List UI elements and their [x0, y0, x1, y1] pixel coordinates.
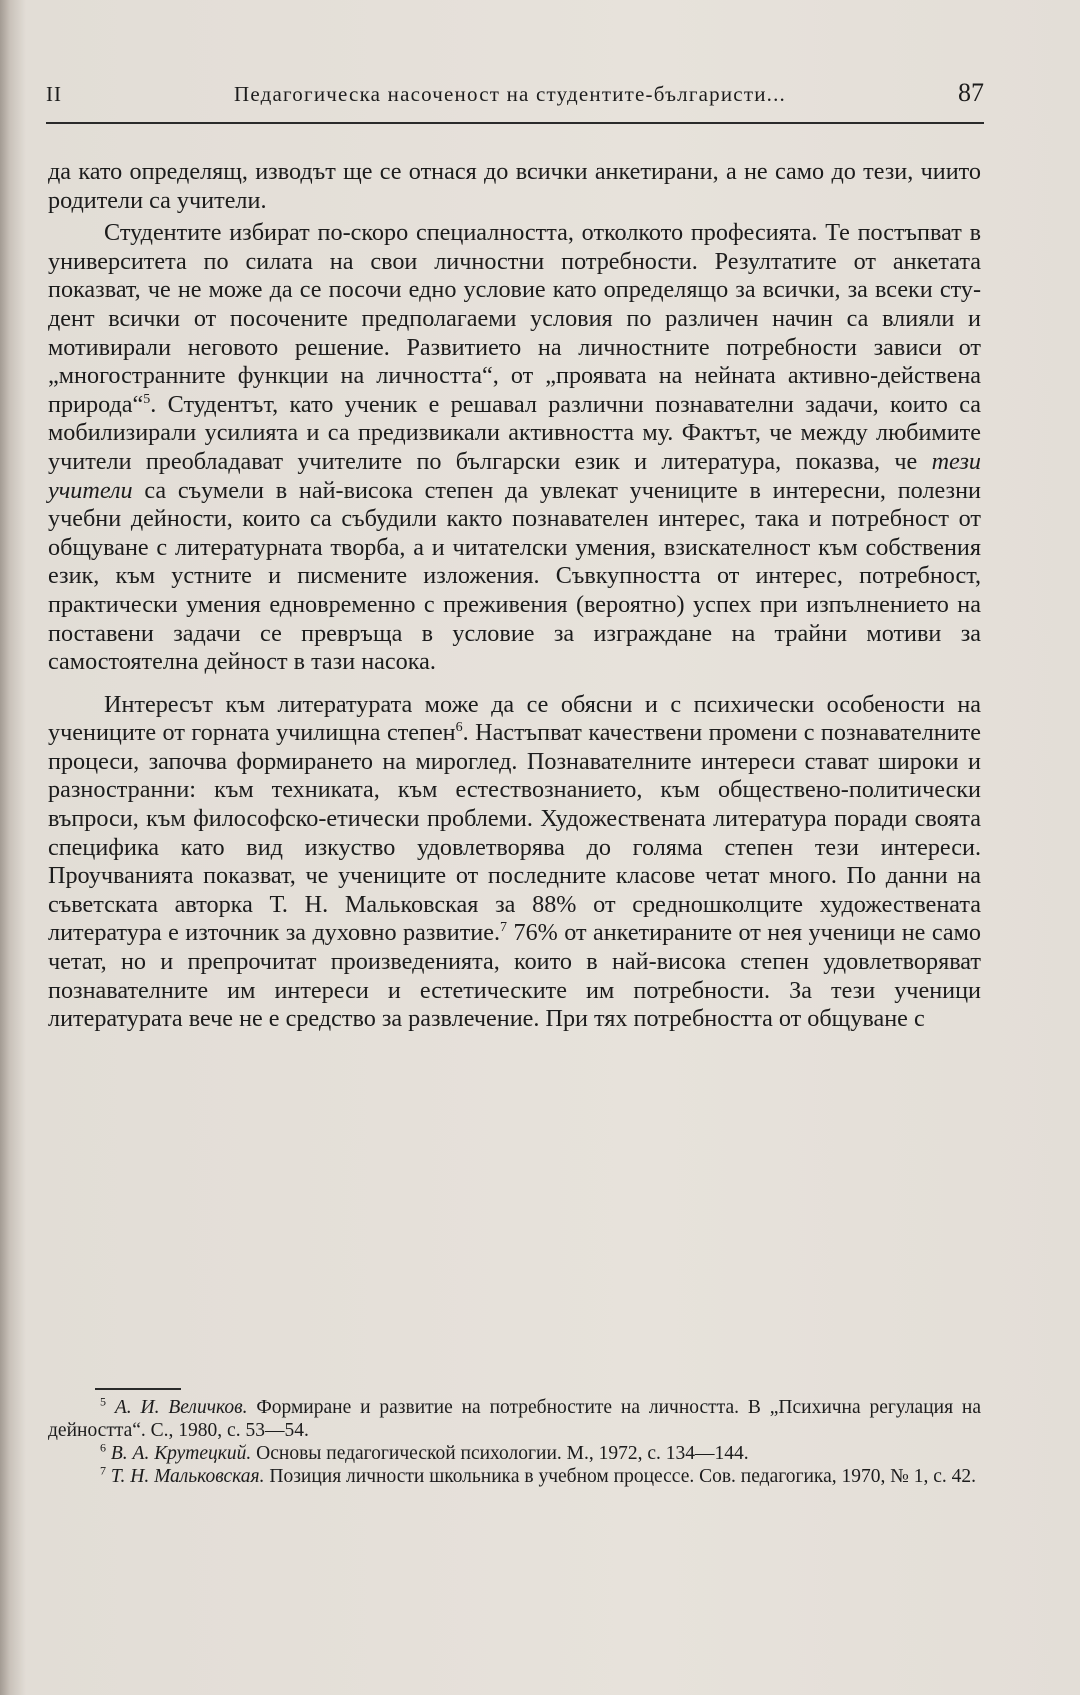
footnote-6: $^6$ В. А. Крутецкий. Основы педагогической психологии. М., 1972, с. 134—144. — [100, 1440, 749, 1464]
running-title: Педагогическа насоченост на студентите-българисти... — [234, 82, 786, 106]
page-number: 87 — [958, 78, 984, 107]
running-header — [46, 78, 984, 118]
footnote-ref-6: 6 — [455, 720, 463, 736]
footnotes — [48, 1396, 981, 1488]
footnote-5: $^5$ А. И. Величков. Формиране и развитие на потребностите на личността. В „Психична регулация на дейността“. С., 1980, с. 53—54. — [48, 1394, 981, 1441]
footnote-7: $^7$ Т. Н. Мальковская. Позиция личности школьника в учебном процессе. Сов. педагогика, 1970, № 1, с. 42. — [100, 1463, 977, 1487]
paragraph-3: Интересът към литературата може да се обясни и с психически особености на учениците от горната училищна степен$^6$. Настъпват качествени промени с познавателните процеси, започва формирането на мироглед. Познавателните интереси стават широки и разностранни: към техниката, към естествознанието, към обществено-политически въпроси, към философско-етически проблеми. Художествената литература поради своята специфика като вид изкуство удовлетворява до голяма степен тези интереси. Проучванията показват, че учениците от последните класове четат много. По данни на съветската авторка Т. Н. Мальковская за 88% от средношколците художествената литература е източник за духовно развитие.$^7$ 76% от анкетираните от нея ученици не само четат, но и препрочитат произведенията, които в най-висока степен удовлетворяват познавателните им интереси и естетическите им потребности. За тези ученици литературата вече не е средство за развлечение. При тях потребността от общуване с — [48, 690, 981, 1033]
footnote-ref-7: 7 — [500, 920, 508, 936]
footnote-author: В. А. Крутецкий. — [110, 1443, 252, 1464]
paragraph-1: да като определящ, изводът ще се отнася до всички анкетирани, а не само до тези, чиито родители са учители. — [48, 158, 981, 214]
footnote-ref-5: 5 — [143, 391, 151, 407]
footnote-author: Т. Н. Мальковская. — [110, 1466, 265, 1487]
emphasis-text: тези учители — [48, 447, 981, 504]
main-text — [48, 158, 981, 1034]
footnote-separator — [95, 1388, 181, 1390]
footnote-author: А. И. Величков. — [114, 1397, 248, 1418]
paragraph-2: Студентите избират по-скоро специалността, отколкото професията. Те постъпват в университета по силата на свои личностни потребности. Резултатите от анкетата показват, че не може да се посочи едно условие като определящо за всички, за всеки студент всички от посочените предполагаеми условия по различен начин са влияли и мотивирали неговото решение. Развитието на личностните потребности зависи от „многостранните функции на личността“, от „проявата на нейната активно-действена природа“$^5$. Студентът, като ученик е решавал различни познавателни задачи, които са мобилизирали усилията и са предизвикали активността му. Фактът, че между любимите учители преобладават учителите по български език и литература, показва, че тези учители са съумели в най-висока степен да увлекат учениците в интересни, полезни учебни дейности, които са събудили както познавателен интерес, така и потребност от общуване с литературната творба, а и читателски умения, взискателност към собствения език, към устните и писмените изложения. Съвкупността от интерес, потребност, практически умения едновременно с преживения (вероятно) успех при изпълнението на поставени задачи се превръща в условие за изграждане на трайни мотиви за самостоятелна дейност в тази насока. — [48, 219, 981, 676]
header-rule — [46, 122, 984, 124]
chapter-number: II — [46, 82, 62, 106]
